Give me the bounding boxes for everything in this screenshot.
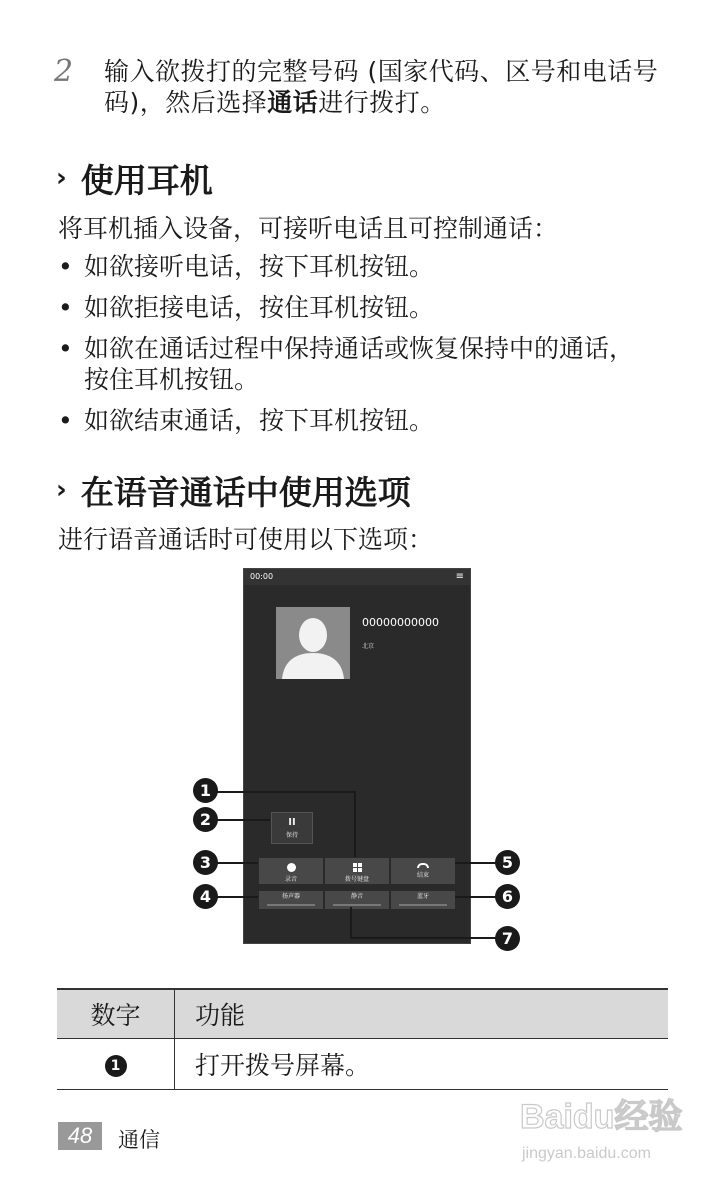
svg-text:Baidu经验: Baidu经验: [520, 1098, 683, 1136]
table-header-number: 数字: [57, 989, 175, 1039]
chevron-right-icon: ›: [56, 162, 67, 193]
chevron-right-icon: ›: [56, 474, 67, 505]
keypad-button[interactable]: 拨号键盘: [324, 857, 390, 885]
callout-3: 3: [193, 850, 218, 875]
callout-7: 7: [495, 926, 520, 951]
list-item: • 如欲接听电话，按下耳机按钮。: [58, 251, 658, 282]
contact-avatar: [276, 607, 350, 679]
callout-line: [350, 907, 352, 939]
footer-section: 通信: [118, 1128, 160, 1152]
record-icon: [287, 863, 296, 872]
mute-button[interactable]: 静音: [324, 890, 390, 910]
step-text: 输入欲拨打的完整号码 (国家代码、区号和电话号码)，然后选择通话进行拨打。: [104, 57, 659, 117]
person-silhouette-icon: [276, 607, 350, 679]
step-number: 2: [54, 54, 74, 89]
section-title: 使用耳机: [80, 161, 213, 200]
section-heading-headset: [56, 155, 213, 202]
caller-location: 北京: [362, 643, 375, 650]
callout-5: 5: [495, 850, 520, 875]
baidu-watermark-logo: [510, 1080, 690, 1170]
call-controls-row1: [258, 857, 456, 885]
pause-icon: II: [288, 817, 296, 828]
hold-label: 保持: [285, 832, 298, 839]
keypad-icon: [353, 863, 362, 872]
page-number: 48: [58, 1122, 102, 1150]
section-intro: 进行语音通话时可使用以下选项：: [58, 525, 434, 554]
callout-4: 4: [193, 884, 218, 909]
hold-button[interactable]: [271, 812, 313, 844]
end-call-button[interactable]: 结束: [390, 857, 456, 885]
table-header-row: [57, 989, 668, 1039]
section-title: 在语音通话中使用选项: [80, 473, 411, 512]
callout-line: [350, 937, 507, 939]
callout-2: 2: [193, 807, 218, 832]
menu-icon: ≡: [455, 571, 464, 582]
status-time: 00:00: [250, 572, 274, 581]
callout-1: 1: [193, 778, 218, 803]
callout-line: [354, 791, 356, 857]
call-controls-row2: [258, 890, 456, 910]
table-cell-desc: 打开拨号屏幕。: [175, 1039, 669, 1090]
list-item: • 如欲在通话过程中保持通话或恢复保持中的通话，按住耳机按钮。: [58, 333, 658, 395]
section-heading-call-options: [56, 467, 411, 514]
number-badge: 1: [105, 1055, 127, 1077]
call-button-ref: 通话: [267, 88, 319, 117]
bullet-list: [58, 251, 658, 446]
phone-screenshot: [243, 568, 471, 944]
list-item: • 如欲拒接电话，按住耳机按钮。: [58, 292, 658, 323]
caller-number: 00000000000: [362, 616, 439, 629]
end-call-icon: [417, 863, 429, 868]
callout-6: 6: [495, 884, 520, 909]
list-item: • 如欲结束通话，按下耳机按钮。: [58, 405, 658, 436]
bluetooth-button[interactable]: 蓝牙: [390, 890, 456, 910]
callout-line: [206, 791, 356, 793]
table-header-function: 功能: [175, 989, 669, 1039]
status-bar: [244, 569, 470, 585]
section-intro: 将耳机插入设备，可接听电话且可控制通话：: [58, 214, 559, 243]
function-table: [57, 988, 668, 1090]
record-button[interactable]: 录音: [258, 857, 324, 885]
speaker-button[interactable]: 扬声器: [258, 890, 324, 910]
svg-text:jingyan.baidu.com: jingyan.baidu.com: [522, 1145, 651, 1162]
